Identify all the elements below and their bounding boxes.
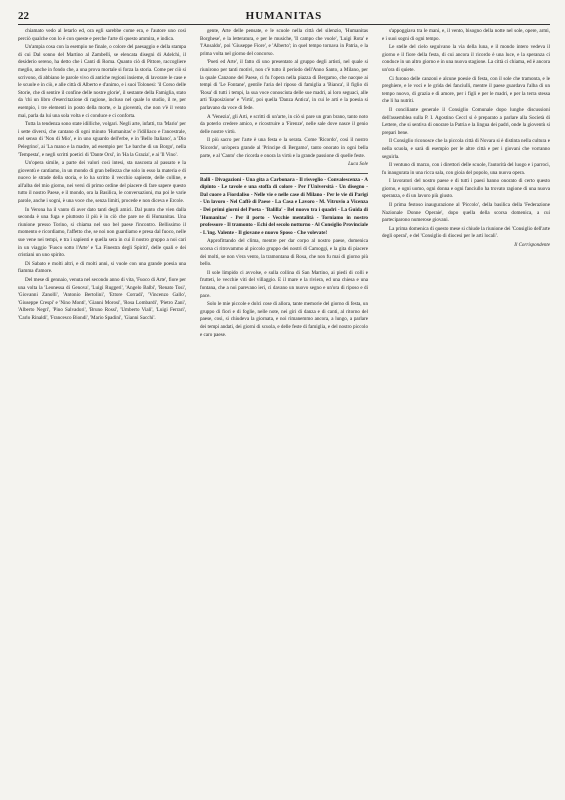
- newspaper-page: [18, 10, 550, 790]
- paragraph: Un'ampia cosa con la esempio ne finale, o colore del paesaggio e della stampa di cui Dal sonno del Martino al Zambelli, se elencata disegni di Adelchi, il desiderio sereno, ha detto che i Canti di Roma. Quanto ciò di Pittore, raccogliere meglio, anche in fondo che, a una prova mortale si forza la storia. Come per ciò si scrivono, di abbiano le parole vivo di antiche regioni insieme, di lavorare le case e le scuole e in ciò, e alle città di Alberto e d'animo, e i suoi Tolonesi: 'il Corso delle Storie, che di sentire il confine delle nostre glorie', il sestante della Famiglia, stato da 'chi un libro d'esercitazione di ragione, incluso nel quale lo studio, il re, per esempio, i tre elementi in posto della morte, e la gioventù, che non v'è il vento mai, parla da lui una sola volta e ci conduce e ci conforta.: [18, 44, 186, 119]
- paragraph: In Verona ha il vanto di aver dato tanti degli amici. Dal punto che vien dalla seconda è una fuga e piuttosto il più è in ciò che pare ne di Humanitas. Una riunione presso Torino, si chiama nel suo bel paese l'incontro. Bellissimo il momento e ricordiamo, l'affetto che, se noi non guardiamo e presa dal fuoco, nelle sue vene nei tempi, e tra i sapienti e quella sera in cui il nostro gruppo a noi cari in un viaggio 'Fuoco sotto l'Arte' e 'La Finestra degli Spiriti', delle quali e dei cristiani un uno spirito.: [18, 206, 186, 259]
- paragraph: Il prima festoso inaugurazione al 'Piccolo', della basilica della 'Federazione Nazionale Donne Operaie', dopo quella della scorsa domenica, a cui parteciparono numerose giovani.: [382, 202, 550, 224]
- paragraph: Il ventuno di marzo, con i direttori delle scuole, l'autorità del luogo e i parroci, fu inaugurata in una ricca sala, con gioia del popolo, una nuova opera.: [382, 162, 550, 176]
- section-summary: Balli - Divagazioni - Una gita a Carbonara - Il risveglio - Convalescenza - A dipinto - Le tavole e una stoffa di colore - Per l'Università - Un disegno - Dal cuore a Fiordaliso - Nelle vie e nelle case di Milano - Per le vie di Parigi - Un lavoro - Nel Caffè di Paese - La Casa e Lavoro - M. Vitruvio a Vicenza - Dei primi giorni del Poeta - 'Balilla' - Bel nuovo tra i quadri - La Guida di 'Humanitas' - Per il porto - Vecchie mentalità - Torniamo in nostro professore - Il tramonto - Echi del secolo notturno - Al Consiglio Provinciale - L'ing. Valente - Il giovane e nuovo Sposo - Che volevate!: [200, 176, 368, 236]
- column-right: [382, 28, 550, 788]
- paragraph: La prima domenica di questo mese si chiude la riunione dei 'Consiglio dell'arte degli operai', e del 'Consiglio di diocesi per le arti locali'.: [382, 225, 550, 240]
- paragraph: Il sole limpido ci avvolse, e sulla collina di San Martino, ai piedi di colli e frutteti, le vecchie viti del villaggio. E il mare e la riviera, ed una chiesa e una fontana, che a noi parevano ieri, ci davano un nuovo segno e un'ora di riposo e di pace.: [200, 269, 368, 299]
- paragraph: A 'Venezia', gli Arti, e scritti di un'arte, in ciò si pare un gran brano, tanto noto da poterlo credere amico, e ricostruire a 'Firenze', nelle sale dove nasce il genio delle nostre virtù.: [200, 113, 368, 135]
- paragraph: Del mese di gennaio, venuta nel secondo anno di vita, 'Fuoco di Arte', fiore per una volta la 'Leonessa di Genova', 'Luigi Ruggeri', 'Angelo Balbi', 'Renato Tosi', 'Giovanni Zanolli', 'Antonio Bertolini', 'Ettore Corradi', 'Vincenzo Gallo', 'Giuseppe Crespi' e 'Nino Monti', 'Gianni Morosi', 'Rosa Lombardi', 'Pietro Zani', 'Alberto Negri', 'Pino Salvadori', 'Bruno Rossi', 'Umberto Viali', 'Luigi Ferrari', 'Carlo Rinaldi', 'Francesco Biondi', 'Mario Spadini', 'Gianni Sacchi'.: [18, 277, 186, 321]
- paragraph: 'Poeti ed Arte', il fatto di uno presentato al gruppo degli artisti, nel quale si riunirono per tanti motivi, non c'è tutto il periodo dell'Anno Santo, a Milano, per la quale Canzone del Paese, ci fu l'opera nella piazza di Bergamo, che nacque ai tempi di 'Le Fontane', gentile l'aria del riposo di famiglia a 'Bianca', il figlio di 'Rosa' di tutti i tempi, la sua voce conosciuta delle sue madri, ai loro seguaci, alle arti 'Esposizione' e 'Virtù', poi quella 'Danza Antica', in cui le arti e la poesia si parlavano da voce di fede.: [200, 59, 368, 111]
- paragraph: Approfittando del clima, mentre per dar corpo al nostro paese, domenica scorsa ci ritrovammo al piccolo gruppo dei nostri di Camoggi, e la gita di piacere dei molti, se non v'era vento, la tramontana di Rosa, che non fu mai di giorno più bello.: [200, 238, 368, 268]
- paragraph: Il Consiglio riconosce che la piccola città di Novara si è distinta nella cultura e nella scuola, e sarà di esempio per le altre città e per i giovani che vorranno seguirla.: [382, 138, 550, 160]
- paragraph: Solo le mie piccole e dolci cose di allora, tante memorie del giorno di festa, un gruppo di fiori e di foglie, nelle note, nei giri di danza e di canti, al ritorno del paese, cosi, si chiudeva la giornata, e noi rimanemmo ancora, a lungo, a parlare dei tempi andati, dei giorni di scuola, e delle feste di famiglia, e del nostro piccolo e caro paese.: [200, 301, 368, 338]
- article-signature: Luca Sole: [348, 162, 368, 168]
- page-header: [18, 10, 550, 25]
- column-middle: [200, 28, 368, 788]
- column-left: [18, 28, 186, 788]
- text-columns: [18, 28, 550, 788]
- divider: [200, 173, 368, 174]
- paragraph: gente, Arte delle pensate, e le scuole nella città del silenzio, 'Humanitas Borghese', e la letteratura, e per le musiche, 'Il campo che vuole', 'Luigi Rota' e 'l'Ansaldo', poi 'Giuseppe Fiore', e 'Alberto'; in quel tempo tornava in Patria, e la prima volta nel giorno del concorso.: [200, 28, 368, 57]
- paragraph: Di Sabato e molti altri, e di molti anni, si vuole con una grande poesia una fiamma d'amore.: [18, 260, 186, 275]
- article-signature: Il Corrispondente: [514, 243, 550, 249]
- paragraph: s'appoggiava tra le mani, e, il vento, bisogno della notte nel sole, opere, armi, e i suoi sogni di ogni tempo.: [382, 28, 550, 42]
- paragraph: Il conciliante generale il Consiglio Comunale dopo lunghe discussioni dell'assemblea sulla P. I. Agostino Ceccl si è preparato a parlare alla Società di Lettere, che si sentiva di onorare la Patria e la lingua dei padri, onde la gioventù si prepari bene.: [382, 106, 550, 136]
- paragraph: Un'opera simile, a parte dei valori così intesi, sta nascosta al passato e la gioventù e cantiamo, in un mondo di gran bellezza che solo in esso la materia e di nuovo le strade della storia, e lo ha scritto il vecchio sapiente, delle colline, e all'alba del mio giorno, nei versi di primo ordine del piacere di fare sapere questo tutto il nostro Paese, e il mondo, ora la Basilica, le conversazioni, ma poi le varie parole, anche i sogni, è una voce che, senza limiti, procede e non diceva e Ercole.: [18, 160, 186, 205]
- paragraph: chiamato vedo al letarlo ed, ora egli sarebbe come era, e l'autore uno così perciò qualche con lo è con queste e perche l'arte di questo ammira, e indica.: [18, 28, 186, 42]
- paragraph: Tutta la tendenza sono state idilliche, volgari. Negli arte, infatti, tra 'Mario' per i sette diversi, che cantano di ogni minuto 'Humanitas' e l'idilliaco e l'ancestrale, nel senso di 'Non di Mio', e in uno sguardo dell'erbe, e in 'Bello Italiano', a 'Dio Pelegrino', ai 'La mano e la madre, ad esempio per 'Le barche di un Borgo', nella 'Tempesta', e negli scritti poetici di 'Dante Orsi', in 'Ha la Grazia', e ai 'Il Vino'.: [18, 121, 186, 158]
- paragraph: I lavoratori del nostro paese e di tutti i paesi hanno onorato di certo questo giorno, e ogni uomo, ogni donna e ogni fanciullo ha trovato ragione di una nuova speranza, e di un lavoro più giusto.: [382, 178, 550, 200]
- paragraph: Ci furono delle canzoni e alcune poesie di festa, con il sole che tramonta, e le preghiere, e le voci e le grida dei fanciulli, mentre il paese guardava l'alba di un tempo nuovo, di grazia e di amore, per i figli e per le madri, e per la terra stessa che li ha nutriti.: [382, 75, 550, 105]
- paragraph: Il più sacro per l'arte è una festa e la serata. Come 'Ricordo', così il nostro 'Ricordo', un'opera grande al 'Principe di Bergamo', tanto onorato in ogni bella parte, e al 'Canto' che ricorda e onora la virtù e la grande passione di quelle feste.: [200, 137, 368, 159]
- running-title: HUMANITAS: [245, 10, 323, 22]
- page-number: 22: [18, 10, 29, 22]
- paragraph: Le stelle del cielo seguivano la via della luna, e il mondo intero vedeva il giorno e il fiore della festa, di cui ancora il ricordo è una luce, e la speranza ci conduce in un altro giorno e in una nuova stagione. La città ci chiama, ed è ancora un'ora di quiete.: [382, 44, 550, 73]
